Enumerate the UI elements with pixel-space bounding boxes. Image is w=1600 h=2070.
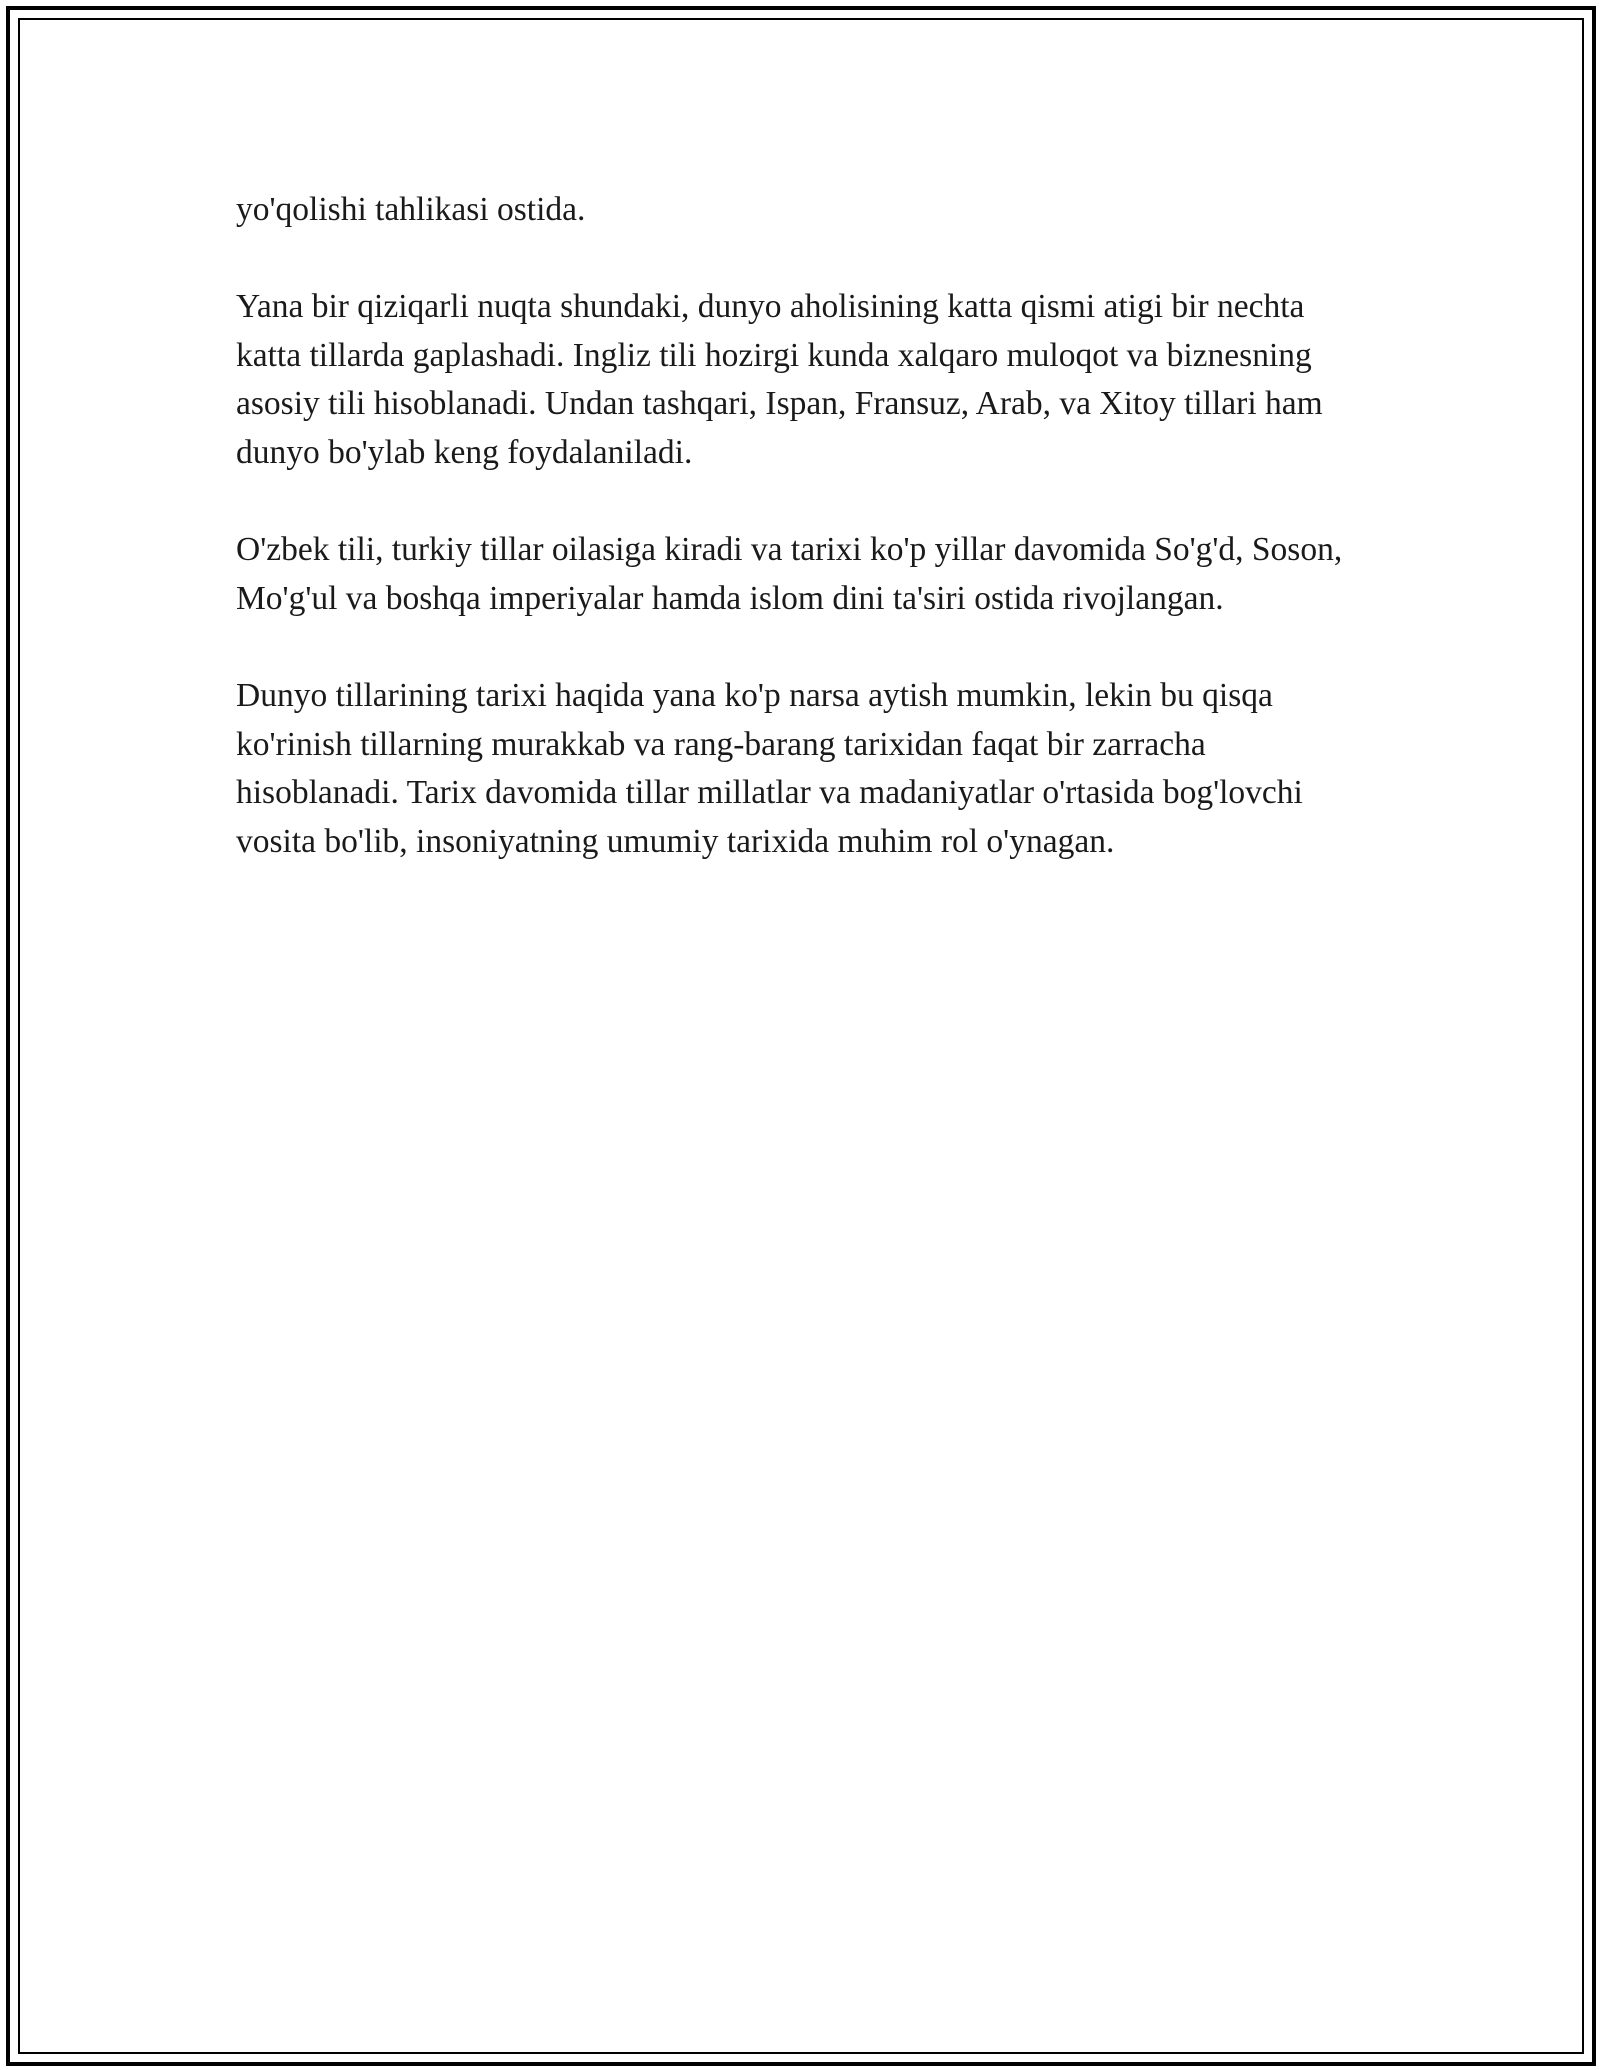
paragraph-2: Yana bir qiziqarli nuqta shundaki, dunyo aholisining katta qismi atigi bir nechta katta tillarda gaplashadi. Ingliz tili hozirgi kunda xalqaro muloqot va biznesning asosiy tili hisoblanadi. Undan tashqari, Ispan, Fransuz, Arab, va Xitoy tillari ham dunyo bo'ylab keng foydalaniladi. (236, 288, 1323, 471)
paragraph-1: yo'qolishi tahlikasi ostida. (236, 191, 586, 228)
paragraph-4: Dunyo tillarining tarixi haqida yana ko'p narsa aytish mumkin, lekin bu qisqa ko'rinish tillarning murakkab va rang-barang tarixidan faqat bir zarracha hisoblanadi. Tarix davomida tillar millatlar va madaniyatlar o'rtasida bog'lovchi vosita bo'lib, insoniyatning umumiy tarixida muhim rol o'ynagan. (236, 676, 1303, 860)
paragraph-3: O'zbek tili, turkiy tillar oilasiga kiradi va tarixi ko'p yillar davomida So'g'd, Soson, Mo'g'ul va boshqa imperiyalar hamda islom dini ta'siri ostida rivojlangan. (236, 531, 1343, 617)
document-body (236, 186, 1366, 915)
